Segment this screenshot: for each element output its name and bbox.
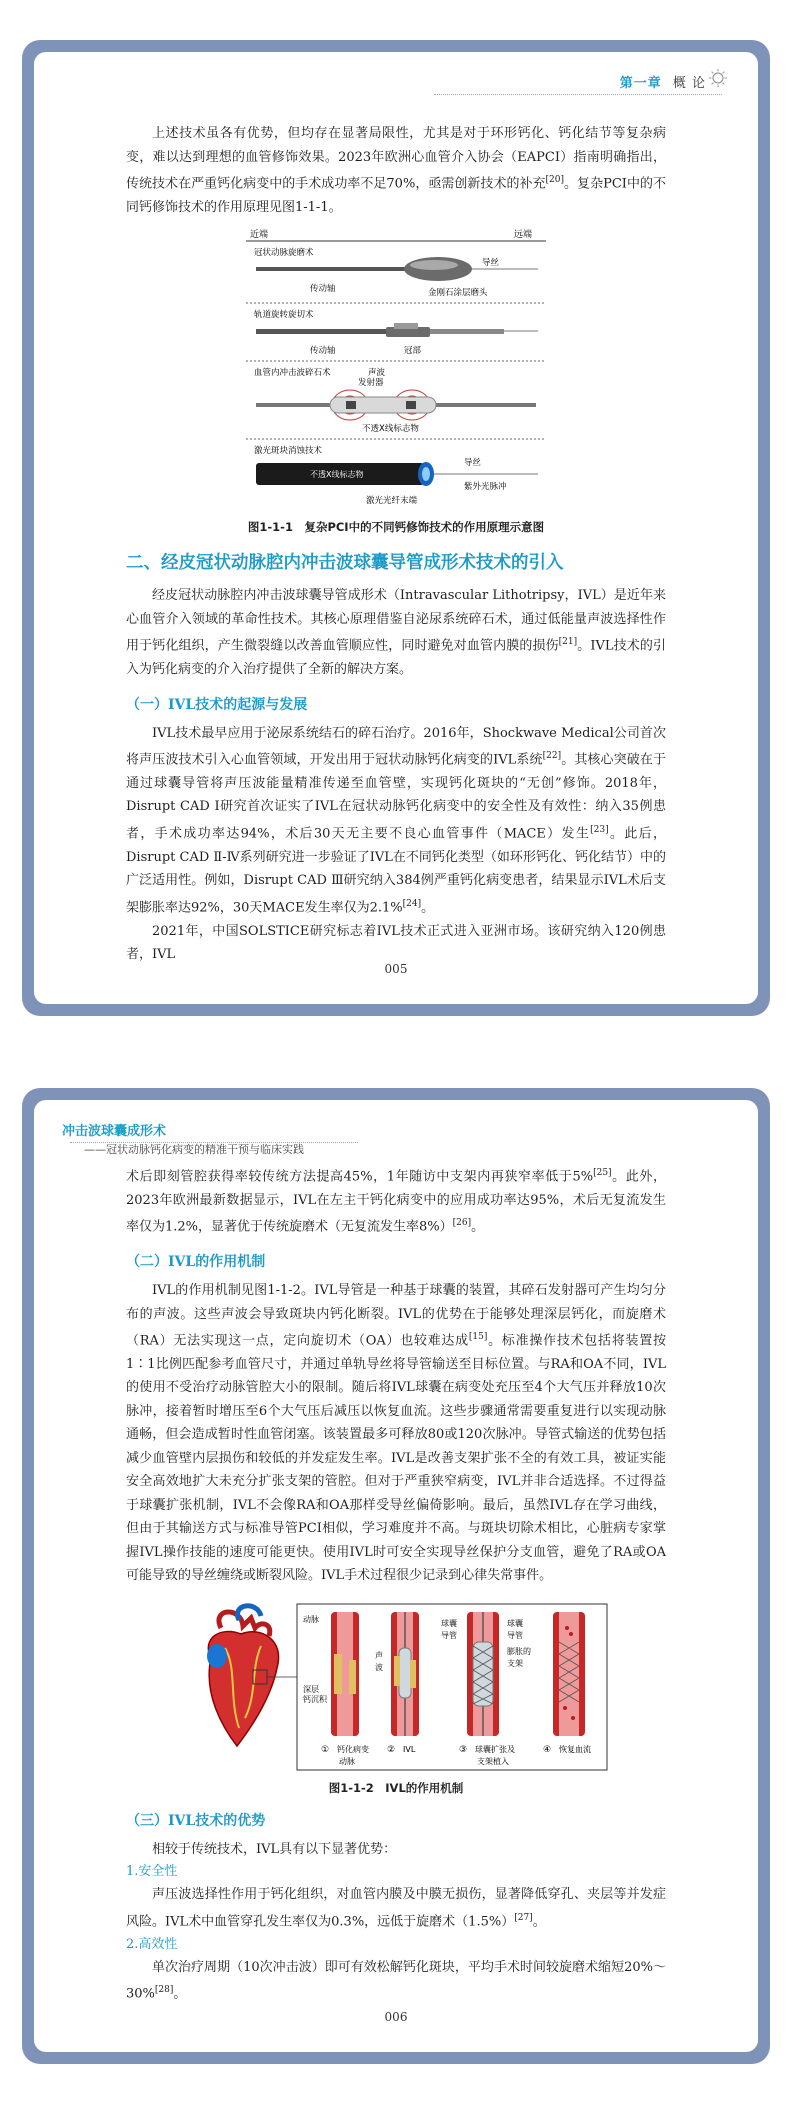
step-3-label-1: 球囊扩张及 <box>475 1744 515 1754</box>
page-body <box>126 122 666 967</box>
paragraph-ivl-intro: 经皮冠状动脉腔内冲击波球囊导管成形术（Intravascular Lithotripsy，IVL）是近年来心血管介入领域的革命性技术。其核心原理借鉴自泌尿系统碎石术，通过低能量声波选择性作用于钙化组织，产生微裂缝以改善血管顺应性，同时避免对血管内膜的损伤[21]。IVL技术的引入为钙化病变的介入治疗提供了全新的解决方案。 <box>126 588 666 678</box>
paragraph-safety: 声压波选择性作用于钙化组织，对血管内膜及中膜无损伤，显著降低穿孔、夹层等并发症风险。IVL术中血管穿孔发生率仅为0.3%，远低于旋磨术（1.5%）[27]。 <box>126 1887 666 1930</box>
guidewire-label: 导丝 <box>482 258 500 269</box>
uv-pulse-label: 紫外光脉冲 <box>464 482 507 493</box>
step-1-label-1: 钙化病变 <box>337 1744 369 1754</box>
drive-shaft-label: 传动轴 <box>310 284 336 295</box>
lithotripsy-balloon <box>330 397 436 413</box>
balloon-label: 球囊 <box>507 1618 523 1628</box>
item-safety-heading: 1.安全性 <box>126 1864 178 1880</box>
artery-label: 动脉 <box>303 1614 319 1624</box>
paragraph-advantages-intro: 相较于传统技术，IVL具有以下显著优势： <box>152 1841 397 1857</box>
section-2-heading: 二、经皮冠状动脉腔内冲击波球囊导管成形术技术的引入 <box>126 553 564 574</box>
book-title: 冲击波球囊成形术 <box>62 1124 167 1139</box>
subsection-2-heading: （二）IVL的作用机制 <box>126 1254 266 1271</box>
sound-wave-label: 声波 <box>368 368 386 379</box>
page-sheet <box>34 52 758 1004</box>
page-number: 005 <box>384 962 408 976</box>
emitter-label: 发射器 <box>358 378 384 389</box>
radiopaque-marker-d-label: 不透X线标志物 <box>310 470 364 480</box>
page-body <box>126 1162 666 2006</box>
running-head <box>62 1120 304 1157</box>
balloon-catheter-label-1: 球囊 <box>441 1618 457 1628</box>
deep-calcium-label-2: 钙沉积 <box>303 1694 327 1704</box>
crown-label: 冠部 <box>404 346 422 357</box>
figure-2-caption: 图1-1-2 IVL的作用机制 <box>328 1780 464 1795</box>
header-rule <box>70 1142 358 1143</box>
guidewire-d-label: 导丝 <box>464 458 482 469</box>
expanded-stent-label-2: 支架 <box>507 1658 523 1668</box>
page-number: 006 <box>384 2010 408 2024</box>
step-1-number: ① <box>321 1744 330 1755</box>
panel-laser-title: 激光斑块消蚀技术 <box>254 446 323 457</box>
running-head <box>620 72 706 91</box>
catheter-label: 导管 <box>507 1630 523 1640</box>
page-006 <box>22 1088 770 2064</box>
sound-wave-label-a: 声 <box>375 1650 383 1660</box>
paragraph-2021: 2021年，中国SOLSTICE研究标志着IVL技术正式进入亚洲市场。该研究纳入120例患者，IVL <box>126 923 666 963</box>
heart-illustration <box>207 1606 297 1746</box>
header-rule <box>434 94 722 95</box>
figure-1-caption: 图1-1-1 复杂PCI中的不同钙修饰技术的作用原理示意图 <box>247 520 545 535</box>
expanded-stent-label-1: 膨胀的 <box>507 1646 531 1656</box>
vessel-step-1 <box>331 1612 359 1736</box>
step-2-label: IVL <box>403 1744 416 1754</box>
step-2-number: ② <box>387 1744 396 1755</box>
paragraph-efficiency: 单次治疗周期（10次冲击波）即可有效松解钙化斑块，平均手术时间较旋磨术缩短20%～30%[28]。 <box>126 1959 666 2002</box>
distal-label: 远端 <box>514 230 533 241</box>
page-005 <box>22 40 770 1016</box>
page-sheet <box>34 1100 758 2052</box>
panel-lithotripsy-title: 血管内冲击波碎石术 <box>254 368 331 379</box>
book-subtitle: ——冠状动脉钙化病变的精准干预与临床实践 <box>84 1143 304 1156</box>
diamond-burr-label: 金刚石涂层磨头 <box>428 288 488 299</box>
paragraph-continued: 术后即刻管腔获得率较传统方法提高45%，1年随访中支架内再狭窄率低于5%[25]。此外，2023年欧洲最新数据显示，IVL在左主干钙化病变中的应用成功率达95%，术后无复流发生率仅为1.2%，显著优于传统旋磨术（无复流发生率8%）[26]。 <box>126 1168 666 1235</box>
paragraph-ivl-origin: IVL技术最早应用于泌尿系统结石的碎石治疗。2016年，Shockwave Medical公司首次将声压波技术引入心血管领域，开发出用于冠状动脉钙化病变的IVL系统[22]。其核心突破在于通过球囊导管将声压波能量精准传递至血管壁，实现钙化斑块的“无创”修饰。2018年，Disrupt CAD Ⅰ研究首次证实了IVL在冠状动脉钙化病变中的安全性及有效性：纳入35例患者，手术成功率达94%，术后30天无主要不良心血管事件（MACE）发生[23]。此后，Disrupt CAD Ⅱ-Ⅳ系列研究进一步验证了IVL在不同钙化类型（如环形钙化、钙化结节）中的广泛适用性。例如，Disrupt CAD Ⅲ研究纳入384例严重钙化病变患者，结果显示IVL术后支架膨胀率达92%，30天MACE发生率仅为2.1%[24]。 <box>126 725 666 916</box>
sound-wave-label-b: 波 <box>375 1662 383 1672</box>
panel-rotational-atherectomy-title: 冠状动脉旋磨术 <box>254 248 314 259</box>
paragraph-mechanism: IVL的作用机制见图1-1-2。IVL导管是一种基于球囊的装置，其碎石发射器可产生均匀分布的声波。这些声波会导致斑块内钙化断裂。IVL的优势在于能够处理深层钙化，而旋磨术（RA）无法实现这一点，定向旋切术（OA）也较难达成[15]。标准操作技术包括将装置按1∶1比例匹配参考血管尺寸，并通过单轨导丝将导管输送至目标位置。与RA和OA不同，IVL的使用不受治疗动脉管腔大小的限制。随后将IVL球囊在病变处充压至4个大气压并释放10次脉冲，接着暂时增压至6个大气压后减压以恢复血流。这些步骤通常需要重复进行以实现动脉通畅，但会造成暂时性血管闭塞。该装置最多可释放80或120次脉冲。导管式输送的优势包括减少血管壁内层损伤和较低的并发症发生率。IVL是改善支架扩张不全的有效工具，被证实能安全高效地扩大未充分扩张支架的管腔。但对于严重狭窄病变，IVL并非合适选择。不过得益于球囊扩张机制，IVL不会像RA和OA那样受导丝偏倚影响。最后，虽然IVL存在学习曲线，但由于其输送方式与标准导管PCI相似，学习难度并不高。与斑块切除术相比，心脏病专家掌握IVL操作技能的速度可能更快。使用IVL时可安全实现导丝保护分支血管，避免了RA或OA可能导致的导丝缠绕或断裂风险。IVL手术过程很少记录到心律失常事件。 <box>126 1283 666 1584</box>
proximal-label: 近端 <box>250 230 269 241</box>
item-efficiency-heading: 2.高效性 <box>126 1936 178 1952</box>
subsection-1-heading: （一）IVL技术的起源与发展 <box>126 696 308 713</box>
laser-fiber-label: 激光光纤末端 <box>366 496 418 507</box>
chapter-title: 概 论 <box>672 76 706 91</box>
subsection-3-heading: （三）IVL技术的优势 <box>126 1812 266 1829</box>
vessel-step-4 <box>553 1612 585 1736</box>
step-1-label-2: 动脉 <box>339 1756 355 1766</box>
deep-calcium-label-1: 深层 <box>303 1684 319 1694</box>
sun-ornament-icon <box>708 68 728 88</box>
drive-shaft-b-label: 传动轴 <box>310 346 336 357</box>
step-3-label-2: 支架植入 <box>477 1756 509 1766</box>
step-4-label: 恢复血流 <box>559 1744 591 1754</box>
balloon-catheter-label-2: 导管 <box>441 1630 457 1640</box>
step-4-number: ④ <box>543 1744 552 1755</box>
figure-calcium-modification-techniques <box>246 225 546 513</box>
vessel-step-3 <box>467 1612 499 1736</box>
panel-orbital-atherectomy-title: 轨道旋转旋切术 <box>254 310 314 321</box>
paragraph-intro: 上述技术虽各有优势，但均存在显著局限性，尤其是对于环形钙化、钙化结节等复杂病变，难以达到理想的血管修饰效果。2023年欧洲心血管介入协会（EAPCI）指南明确指出，传统技术在严重钙化病变中的手术成功率不足70%，亟需创新技术的补充[20]。复杂PCI中的不同钙修饰技术的作用原理见图1-1-1。 <box>126 126 666 215</box>
chapter-label: 第一章 <box>619 76 662 91</box>
radiopaque-marker-label: 不透X线标志物 <box>362 424 419 435</box>
step-3-number: ③ <box>459 1744 468 1755</box>
vessel-step-2 <box>391 1612 419 1736</box>
figure-ivl-mechanism <box>181 1598 611 1774</box>
